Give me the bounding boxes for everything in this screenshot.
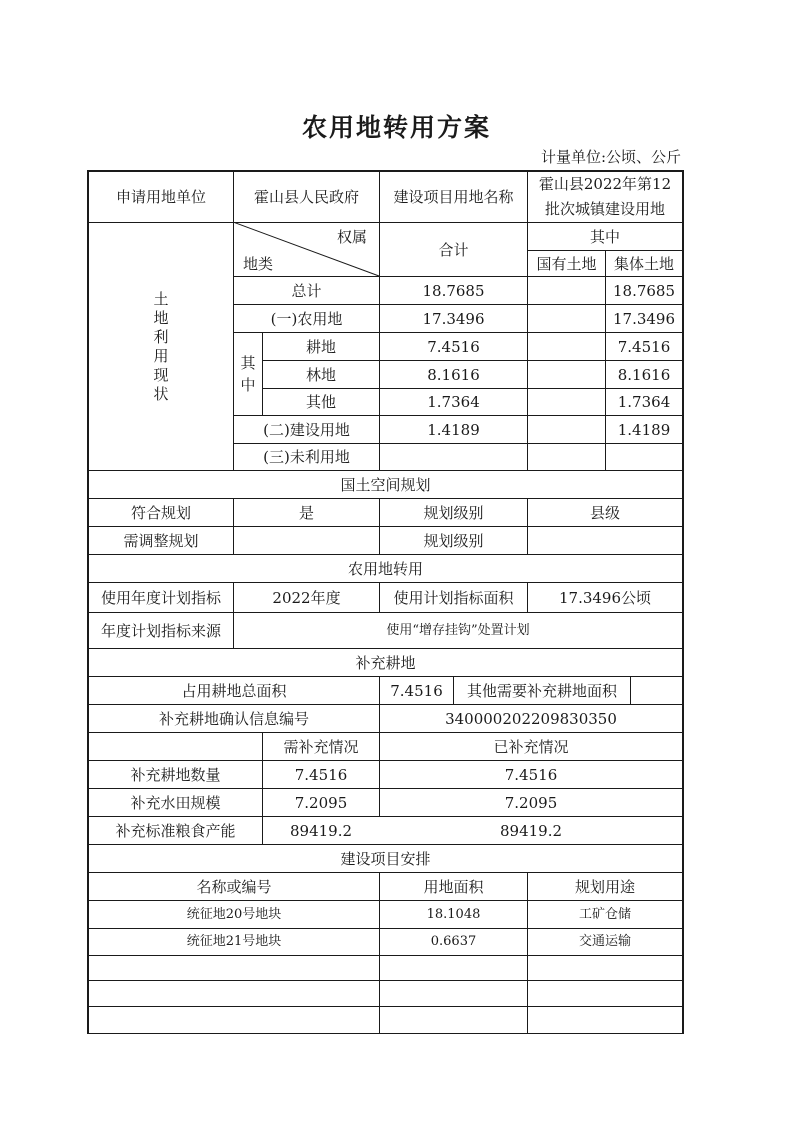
- project-section-title: 建设项目安排: [340, 849, 431, 868]
- project-row-name: [89, 956, 379, 980]
- supplement-row-done: 89419.2: [499, 821, 563, 840]
- project-row-name: [89, 981, 379, 1006]
- land-row-label: 总计: [291, 281, 322, 300]
- project-row-name: 统征地21号地块: [186, 934, 282, 950]
- project-name-label: 建设项目用地名称: [393, 188, 514, 206]
- ownership-label: 权属: [336, 228, 367, 246]
- spatial-plan-section-title: 国土空间规划: [340, 475, 431, 494]
- land-row-collective: 18.7685: [612, 281, 676, 300]
- land-row-label: 耕地: [305, 337, 336, 356]
- land-row-state: [528, 416, 605, 443]
- land-row-state: [528, 333, 605, 360]
- adjust-plan-level-label: 规划级别: [423, 531, 484, 550]
- project-row-area: [380, 1007, 527, 1033]
- project-name-line-2: 批次城镇建设用地: [544, 200, 665, 218]
- plan-level-label: 规划级别: [423, 503, 484, 522]
- confirm-number-value: 340000202209830350: [445, 709, 617, 728]
- plan-area-label: 使用计划指标面积: [393, 588, 514, 607]
- land-row-state: [528, 389, 605, 415]
- project-row-area: [380, 981, 527, 1006]
- plan-area-value: 17.3496公顷: [558, 588, 652, 607]
- adjust-plan-label: 需调整规划: [123, 531, 199, 550]
- supplement-section-title: 补充耕地: [355, 653, 416, 672]
- supplement-row-need: 89419.2: [289, 821, 353, 840]
- land-row-total: [380, 444, 527, 470]
- land-row-label: (二)建设用地: [263, 420, 350, 439]
- other-supplement-label: 其他需要补充耕地面积: [466, 681, 617, 700]
- need-supplement-header: 需补充情况: [283, 737, 359, 756]
- land-class-label: 地类: [242, 255, 273, 273]
- land-row-label: (一)农用地: [270, 309, 343, 328]
- project-area-header: 用地面积: [423, 877, 484, 896]
- land-row-total: 1.7364: [427, 393, 480, 411]
- project-name-line-1: 霍山县2022年第12: [538, 175, 672, 193]
- plan-source-label: 年度计划指标来源: [100, 621, 221, 640]
- state-owned-header: 国有土地: [536, 254, 597, 273]
- occupied-farmland-label: 占用耕地总面积: [181, 681, 287, 700]
- land-row-total: 17.3496: [422, 309, 485, 328]
- occupied-farmland-value: 7.4516: [390, 681, 443, 700]
- land-row-total: 18.7685: [422, 281, 485, 300]
- project-use-header: 规划用途: [574, 877, 635, 896]
- collective-header: 集体土地: [613, 254, 674, 273]
- plan-level-value: 县级: [589, 503, 620, 522]
- project-row-name: 统征地20号地块: [186, 906, 282, 922]
- land-row-collective: 17.3496: [612, 309, 676, 328]
- annual-plan-label: 使用年度计划指标: [100, 588, 221, 607]
- adjust-plan-value: [234, 527, 379, 554]
- adjust-plan-level-value: [528, 527, 682, 554]
- supplement-row-need: 7.2095: [294, 793, 348, 812]
- conform-plan-label: 符合规划: [130, 503, 191, 522]
- land-row-state: [528, 305, 605, 332]
- project-row-use: [528, 981, 682, 1006]
- land-row-total: 7.4516: [427, 337, 480, 356]
- land-row-label: 其他: [305, 393, 336, 411]
- land-row-collective: [606, 444, 682, 470]
- supplement-row-done: 7.4516: [504, 765, 558, 784]
- project-name-header: 名称或编号: [196, 877, 272, 896]
- page-title: 农用地转用方案: [301, 113, 491, 142]
- project-row-area: 18.1048: [426, 906, 481, 922]
- of-which-vertical-label: 其中: [240, 354, 256, 394]
- confirm-number-label: 补充耕地确认信息编号: [158, 709, 309, 728]
- project-row-use: [528, 1007, 682, 1033]
- measurement-unit: 计量单位:公顷、公斤: [540, 148, 681, 166]
- conform-plan-value: 是: [298, 503, 314, 522]
- project-row-use: [528, 956, 682, 980]
- plan-source-value: 使用“增存挂钩”处置计划: [386, 622, 530, 638]
- land-row-collective: 1.4189: [617, 420, 671, 439]
- land-row-collective: 8.1616: [617, 365, 671, 384]
- other-supplement-value: [631, 677, 682, 704]
- total-column-header: 合计: [438, 240, 469, 259]
- project-row-use: 工矿仓储: [578, 906, 631, 922]
- land-row-state: [528, 361, 605, 388]
- land-row-collective: 1.7364: [617, 393, 671, 411]
- land-row-state: [528, 277, 605, 304]
- land-row-collective: 7.4516: [617, 337, 671, 356]
- supplement-row-label: 补充耕地数量: [130, 765, 221, 784]
- land-row-label: (三)未利用地: [263, 448, 350, 466]
- applicant-value: 霍山县人民政府: [253, 188, 359, 206]
- conversion-section-title: 农用地转用: [347, 559, 423, 578]
- project-row-name: [89, 1007, 379, 1033]
- of-which-header: 其中: [589, 227, 620, 246]
- project-row-use: 交通运输: [578, 934, 631, 950]
- land-row-total: 8.1616: [427, 365, 480, 384]
- done-supplement-header: 已补充情况: [493, 737, 569, 756]
- supplement-row-label: 补充水田规模: [130, 793, 221, 812]
- project-row-area: [380, 956, 527, 980]
- supplement-row-need: 7.4516: [294, 765, 348, 784]
- project-name-value: [528, 172, 682, 222]
- land-row-state: [528, 444, 605, 470]
- supplement-row-done: 7.2095: [504, 793, 558, 812]
- land-status-section-label: 土地利用现状: [153, 289, 169, 403]
- land-row-label: 林地: [305, 365, 336, 384]
- supplement-row-label: 补充标准粮食产能: [115, 821, 236, 840]
- land-row-total: 1.4189: [427, 420, 480, 439]
- annual-plan-value: 2022年度: [272, 588, 341, 607]
- applicant-label: 申请用地单位: [115, 188, 206, 206]
- project-row-area: 0.6637: [430, 934, 477, 950]
